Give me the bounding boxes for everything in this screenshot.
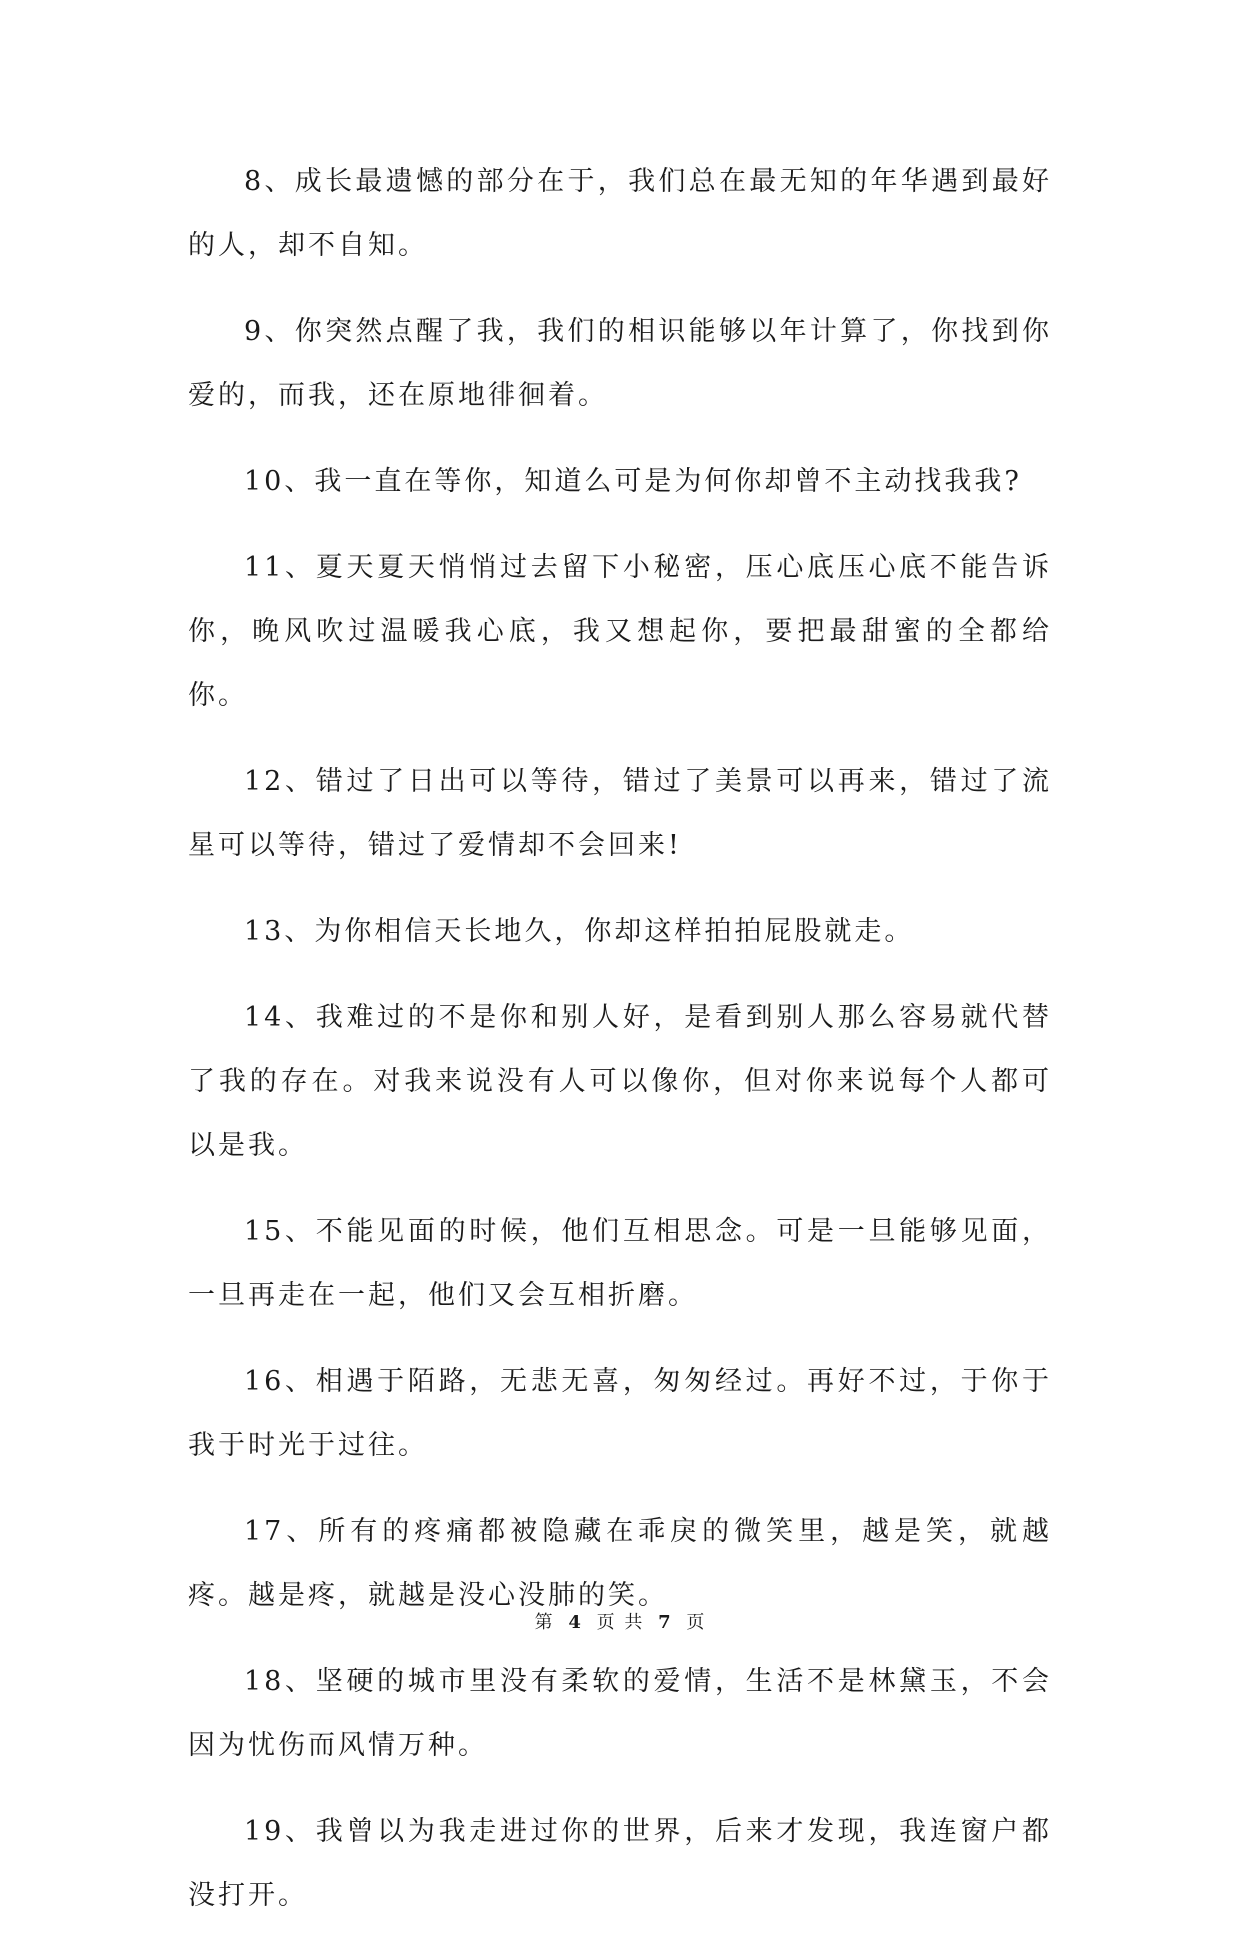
paragraph-17: 17、所有的疼痛都被隐藏在乖戾的微笑里，越是笑，就越疼。越是疼，就越是没心没肺的笑。: [188, 1516, 1052, 1611]
paragraph-12: 12、错过了日出可以等待，错过了美景可以再来，错过了流星可以等待，错过了爱情却不会回来!: [188, 766, 1052, 861]
paragraph-13: 13、为你相信天长地久，你却这样拍拍屁股就走。: [244, 916, 915, 947]
paragraph-8: 8、成长最遗憾的部分在于，我们总在最无知的年华遇到最好的人，却不自知。: [188, 166, 1052, 261]
paragraph-15: 15、不能见面的时候，他们互相思念。可是一旦能够见面，一旦再走在一起，他们又会互相折磨。: [188, 1216, 1052, 1311]
paragraph-18: 18、坚硬的城市里没有柔软的爱情，生活不是林黛玉，不会因为忧伤而风情万种。: [188, 1666, 1052, 1761]
paragraph-11: 11、夏天夏天悄悄过去留下小秘密，压心底压心底不能告诉你，晚风吹过温暖我心底，我又想起你，要把最甜蜜的全都给你。: [188, 552, 1052, 711]
document-body: [188, 150, 1052, 1950]
paragraph-10: 10、我一直在等你，知道么可是为何你却曾不主动找我我?: [244, 466, 1022, 497]
paragraph-16: 16、相遇于陌路，无悲无喜，匆匆经过。再好不过，于你于我于时光于过往。: [188, 1366, 1052, 1461]
paragraph-14: 14、我难过的不是你和别人好，是看到别人那么容易就代替了我的存在。对我来说没有人可以像你，但对你来说每个人都可以是我。: [188, 1002, 1052, 1161]
paragraph-9: 9、你突然点醒了我，我们的相识能够以年计算了，你找到你爱的，而我，还在原地徘徊着。: [188, 316, 1052, 411]
footer-middle: 页 共: [596, 1612, 645, 1633]
footer-suffix: 页: [686, 1612, 707, 1633]
paragraph-19: 19、我曾以为我走进过你的世界，后来才发现，我连窗户都没打开。: [188, 1816, 1052, 1911]
page-footer: [0, 1608, 1241, 1634]
current-page-number: 4: [568, 1612, 583, 1633]
total-pages-number: 7: [658, 1612, 673, 1633]
footer-prefix: 第: [534, 1612, 555, 1633]
